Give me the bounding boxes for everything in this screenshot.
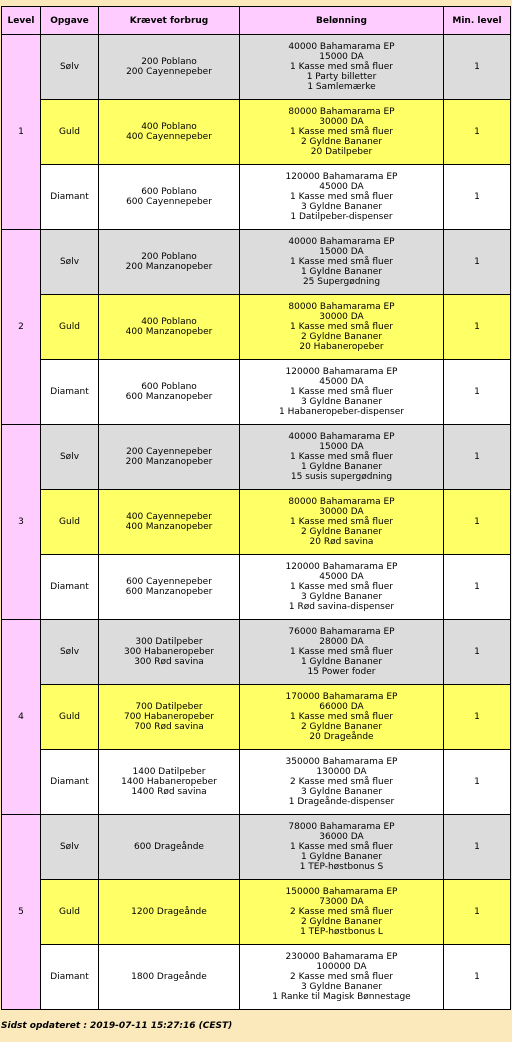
min-level-cell: 1 [444,945,511,1010]
table-row [2,685,511,750]
table-row [2,425,511,490]
table-row [2,750,511,815]
level-cell: 3 [2,425,41,620]
level-cell: 2 [2,230,41,425]
reward-item: 120000 Bahamarama EP [285,367,398,377]
last-updated: Sidst opdateret : 2019-07-11 15:27:16 (CEST) [1,1021,233,1031]
required-cell [99,100,240,165]
reward-item: 20 Datilpeber [310,147,373,157]
required-cell [99,685,240,750]
level-cell: 5 [2,815,41,1010]
header-forbrug: Krævet forbrug [99,7,240,35]
reward-item: 1 Kasse med små fluer [290,192,393,202]
task-cell: Sølv [41,425,99,490]
reward-item: 170000 Bahamarama EP [285,692,398,702]
reward-item: 350000 Bahamarama EP [285,757,398,767]
required-item: 600 Manzanopeber [125,392,213,402]
min-level-cell: 1 [444,230,511,295]
required-item: 200 Poblano [141,57,197,67]
reward-item: 15000 DA [319,442,364,452]
required-item: 300 Rød savina [134,657,204,667]
table-row [2,815,511,880]
reward-item: 30000 DA [319,507,364,517]
reward-item: 76000 Bahamarama EP [288,627,395,637]
min-level-cell: 1 [444,295,511,360]
reward-item: 1 Kasse med små fluer [290,127,393,137]
required-item: 600 Poblano [141,382,197,392]
rewards-table [1,6,511,1010]
reward-item: 1 Samlemærke [307,82,376,92]
reward-item: 25 Supergødning [302,277,381,287]
table-row [2,35,511,100]
required-item: 600 Poblano [141,187,197,197]
reward-item: 120000 Bahamarama EP [285,562,398,572]
reward-cell [240,35,444,100]
reward-cell [240,555,444,620]
reward-item: 100000 DA [316,962,367,972]
reward-item: 130000 DA [316,767,367,777]
required-item: 200 Manzanopeber [125,262,213,272]
required-cell [99,230,240,295]
reward-item: 3 Gyldne Bananer [300,787,383,797]
reward-item: 2 Gyldne Bananer [300,137,383,147]
reward-item: 1 Gyldne Bananer [300,462,383,472]
task-cell: Guld [41,880,99,945]
reward-item: 2 Gyldne Bananer [300,332,383,342]
required-item: 600 Manzanopeber [125,587,213,597]
reward-cell [240,230,444,295]
min-level-cell: 1 [444,620,511,685]
task-cell: Sølv [41,815,99,880]
reward-item: 1 TEP-høstbonus L [300,927,383,937]
reward-item: 20 Rød savina [309,537,374,547]
table-row [2,100,511,165]
reward-item: 15000 DA [319,52,364,62]
reward-item: 1 Rød savina-dispenser [288,602,395,612]
header-belonning: Belønning [240,7,444,35]
table-row [2,555,511,620]
reward-item: 80000 Bahamarama EP [288,302,395,312]
table-body [2,35,511,1010]
reward-item: 2 Gyldne Bananer [300,917,383,927]
required-cell [99,165,240,230]
reward-item: 1 Kasse med små fluer [290,647,393,657]
table-header-row [2,7,511,35]
reward-item: 45000 DA [319,572,364,582]
reward-item: 1 Kasse med små fluer [290,712,393,722]
reward-item: 2 Gyldne Bananer [300,527,383,537]
task-cell: Sølv [41,230,99,295]
table-row [2,945,511,1010]
task-cell: Guld [41,100,99,165]
reward-cell [240,295,444,360]
reward-item: 36000 DA [319,832,364,842]
required-cell [99,815,240,880]
reward-item: 120000 Bahamarama EP [285,172,398,182]
reward-item: 15000 DA [319,247,364,257]
reward-item: 1 Kasse med små fluer [290,842,393,852]
required-item: 400 Poblano [141,317,197,327]
required-item: 200 Cayennepeber [126,67,212,77]
table-row [2,490,511,555]
required-item: 400 Poblano [141,122,197,132]
level-cell: 4 [2,620,41,815]
required-item: 1400 Rød savina [131,787,207,797]
reward-cell [240,165,444,230]
task-cell: Guld [41,490,99,555]
reward-item: 1 Drageånde-dispenser [288,797,395,807]
required-cell [99,945,240,1010]
min-level-cell: 1 [444,750,511,815]
task-cell: Diamant [41,165,99,230]
reward-item: 1 Kasse med små fluer [290,387,393,397]
min-level-cell: 1 [444,685,511,750]
header-opgave: Opgave [41,7,99,35]
reward-item: 1 Kasse med små fluer [290,517,393,527]
required-cell [99,360,240,425]
required-cell [99,555,240,620]
header-min-level: Min. level [444,7,511,35]
table-row [2,620,511,685]
task-cell: Diamant [41,750,99,815]
min-level-cell: 1 [444,35,511,100]
task-cell: Guld [41,295,99,360]
required-item: 400 Manzanopeber [125,522,213,532]
reward-item: 40000 Bahamarama EP [288,432,395,442]
reward-item: 230000 Bahamarama EP [285,952,398,962]
table-row [2,360,511,425]
reward-item: 20 Drageånde [309,732,374,742]
reward-item: 15 Power foder [307,667,376,677]
required-item: 400 Manzanopeber [125,327,213,337]
reward-item: 45000 DA [319,377,364,387]
reward-item: 78000 Bahamarama EP [288,822,395,832]
header-level: Level [2,7,41,35]
reward-item: 1 Datilpeber-dispenser [290,212,393,222]
table-row [2,230,511,295]
reward-item: 45000 DA [319,182,364,192]
reward-item: 150000 Bahamarama EP [285,887,398,897]
required-item: 400 Cayennepeber [126,512,212,522]
required-item: 1800 Drageånde [131,972,207,982]
reward-cell [240,685,444,750]
min-level-cell: 1 [444,425,511,490]
required-cell [99,620,240,685]
reward-cell [240,880,444,945]
reward-item: 1 Kasse med små fluer [290,322,393,332]
reward-item: 80000 Bahamarama EP [288,497,395,507]
task-cell: Sølv [41,35,99,100]
reward-cell [240,490,444,555]
reward-item: 3 Gyldne Bananer [300,592,383,602]
reward-cell [240,360,444,425]
reward-item: 1 Gyldne Bananer [300,657,383,667]
required-cell [99,295,240,360]
required-item: 700 Rød savina [134,722,204,732]
required-item: 1400 Datilpeber [132,767,206,777]
reward-item: 3 Gyldne Bananer [300,982,383,992]
table-row [2,880,511,945]
reward-item: 3 Gyldne Bananer [300,202,383,212]
required-item: 200 Manzanopeber [125,457,213,467]
min-level-cell: 1 [444,100,511,165]
reward-item: 1 TEP-høstbonus S [299,862,384,872]
reward-item: 40000 Bahamarama EP [288,237,395,247]
reward-cell [240,100,444,165]
task-cell: Diamant [41,555,99,620]
table-row [2,295,511,360]
required-item: 300 Datilpeber [135,637,203,647]
required-item: 200 Poblano [141,252,197,262]
reward-item: 15 susis supergødning [290,472,393,482]
min-level-cell: 1 [444,555,511,620]
reward-item: 1 Gyldne Bananer [300,267,383,277]
required-item: 600 Cayennepeber [126,197,212,207]
task-cell: Sølv [41,620,99,685]
table-row [2,165,511,230]
required-item: 700 Datilpeber [135,702,203,712]
reward-item: 73000 DA [319,897,364,907]
reward-item: 80000 Bahamarama EP [288,107,395,117]
reward-item: 2 Kasse med små fluer [290,777,393,787]
reward-item: 3 Gyldne Bananer [300,397,383,407]
reward-item: 20 Habaneropeber [299,342,384,352]
task-cell: Guld [41,685,99,750]
required-item: 1400 Habaneropeber [121,777,217,787]
reward-item: 2 Gyldne Bananer [300,722,383,732]
reward-cell [240,425,444,490]
reward-item: 1 Kasse med små fluer [290,582,393,592]
reward-item: 40000 Bahamarama EP [288,42,395,52]
reward-item: 28000 DA [319,637,364,647]
required-cell [99,750,240,815]
reward-item: 2 Kasse med små fluer [290,907,393,917]
required-item: 400 Cayennepeber [126,132,212,142]
required-cell [99,425,240,490]
reward-item: 30000 DA [319,117,364,127]
reward-item: 2 Kasse med små fluer [290,972,393,982]
required-cell [99,490,240,555]
level-cell: 1 [2,35,41,230]
reward-item: 1 Gyldne Bananer [300,852,383,862]
reward-item: 1 Party billetter [306,72,377,82]
reward-cell [240,750,444,815]
required-item: 200 Cayennepeber [126,447,212,457]
min-level-cell: 1 [444,165,511,230]
min-level-cell: 1 [444,880,511,945]
required-item: 1200 Drageånde [131,907,207,917]
required-item: 600 Drageånde [134,842,204,852]
reward-item: 1 Habaneropeber-dispenser [278,407,404,417]
reward-item: 66000 DA [319,702,364,712]
required-item: 600 Cayennepeber [126,577,212,587]
required-cell [99,880,240,945]
reward-item: 1 Kasse med små fluer [290,257,393,267]
required-item: 700 Habaneropeber [124,712,214,722]
reward-item: 1 Kasse med små fluer [290,62,393,72]
required-item: 300 Habaneropeber [124,647,214,657]
reward-cell [240,620,444,685]
reward-item: 1 Ranke til Magisk Bønnestage [272,992,411,1002]
reward-cell [240,945,444,1010]
min-level-cell: 1 [444,490,511,555]
min-level-cell: 1 [444,360,511,425]
task-cell: Diamant [41,945,99,1010]
required-cell [99,35,240,100]
task-cell: Diamant [41,360,99,425]
reward-cell [240,815,444,880]
min-level-cell: 1 [444,815,511,880]
reward-item: 1 Kasse med små fluer [290,452,393,462]
reward-item: 30000 DA [319,312,364,322]
